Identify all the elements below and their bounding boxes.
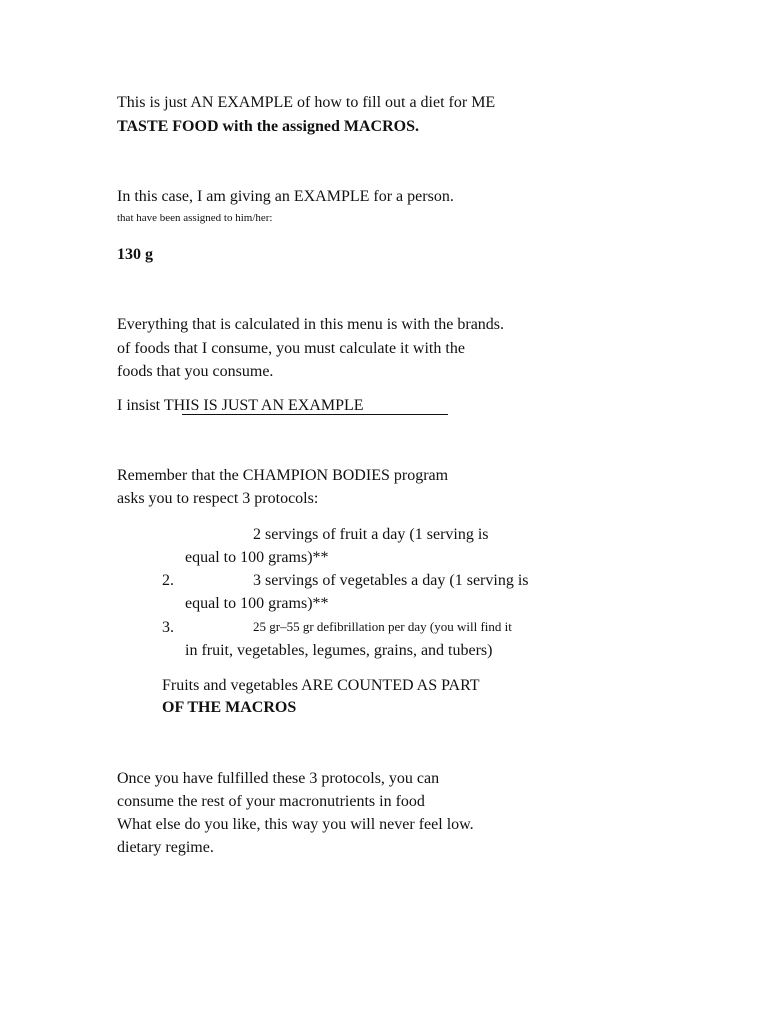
remember-line-2: asks you to respect 3 protocols:: [117, 490, 319, 507]
protocol-2-number: 2.: [162, 572, 174, 589]
protocol-3-line-2: in fruit, vegetables, legumes, grains, and tubers): [185, 642, 493, 659]
intro-line-1: This is just AN EXAMPLE of how to fill out a diet for ME: [117, 94, 496, 111]
protocol-2-line-2: equal to 100 grams)**: [185, 595, 329, 612]
intro-line-2: TASTE FOOD with the assigned MACROS.: [117, 118, 419, 135]
closing-line-4: dietary regime.: [117, 839, 214, 856]
protocol-3-line-1: 25 gr–55 gr defibrillation per day (you will find it: [253, 619, 512, 634]
insist-line: [117, 396, 364, 416]
case-line-2: that have been assigned to him/her:: [117, 212, 273, 224]
remember-line-1: Remember that the CHAMPION BODIES program: [117, 467, 449, 484]
closing-line-3: What else do you like, this way you will never feel low.: [117, 816, 474, 833]
case-amount: 130 g: [117, 246, 153, 263]
case-line-1: In this case, I am giving an EXAMPLE for a person.: [117, 188, 454, 205]
calc-line-3: foods that you consume.: [117, 363, 274, 380]
insist-underline-rule: [182, 414, 448, 415]
note-line-1: Fruits and vegetables ARE COUNTED AS PART: [162, 677, 480, 694]
closing-line-2: consume the rest of your macronutrients in food: [117, 793, 425, 810]
protocol-2-line-1: 3 servings of vegetables a day (1 serving is: [253, 572, 529, 589]
closing-line-1: Once you have fulfilled these 3 protocols, you can: [117, 770, 440, 787]
calc-line-2: of foods that I consume, you must calculate it with the: [117, 340, 465, 357]
protocol-1-line-1: 2 servings of fruit a day (1 serving is: [253, 526, 489, 543]
note-line-2: OF THE MACROS: [162, 699, 297, 716]
insist-underlined: HIS IS JUST AN EXAMPLE: [173, 397, 364, 414]
insist-prefix: I insist T: [117, 397, 174, 414]
calc-line-1: Everything that is calculated in this menu is with the brands.: [117, 316, 505, 333]
protocol-3-number: 3.: [162, 619, 174, 636]
protocol-1-line-2: equal to 100 grams)**: [185, 549, 329, 566]
